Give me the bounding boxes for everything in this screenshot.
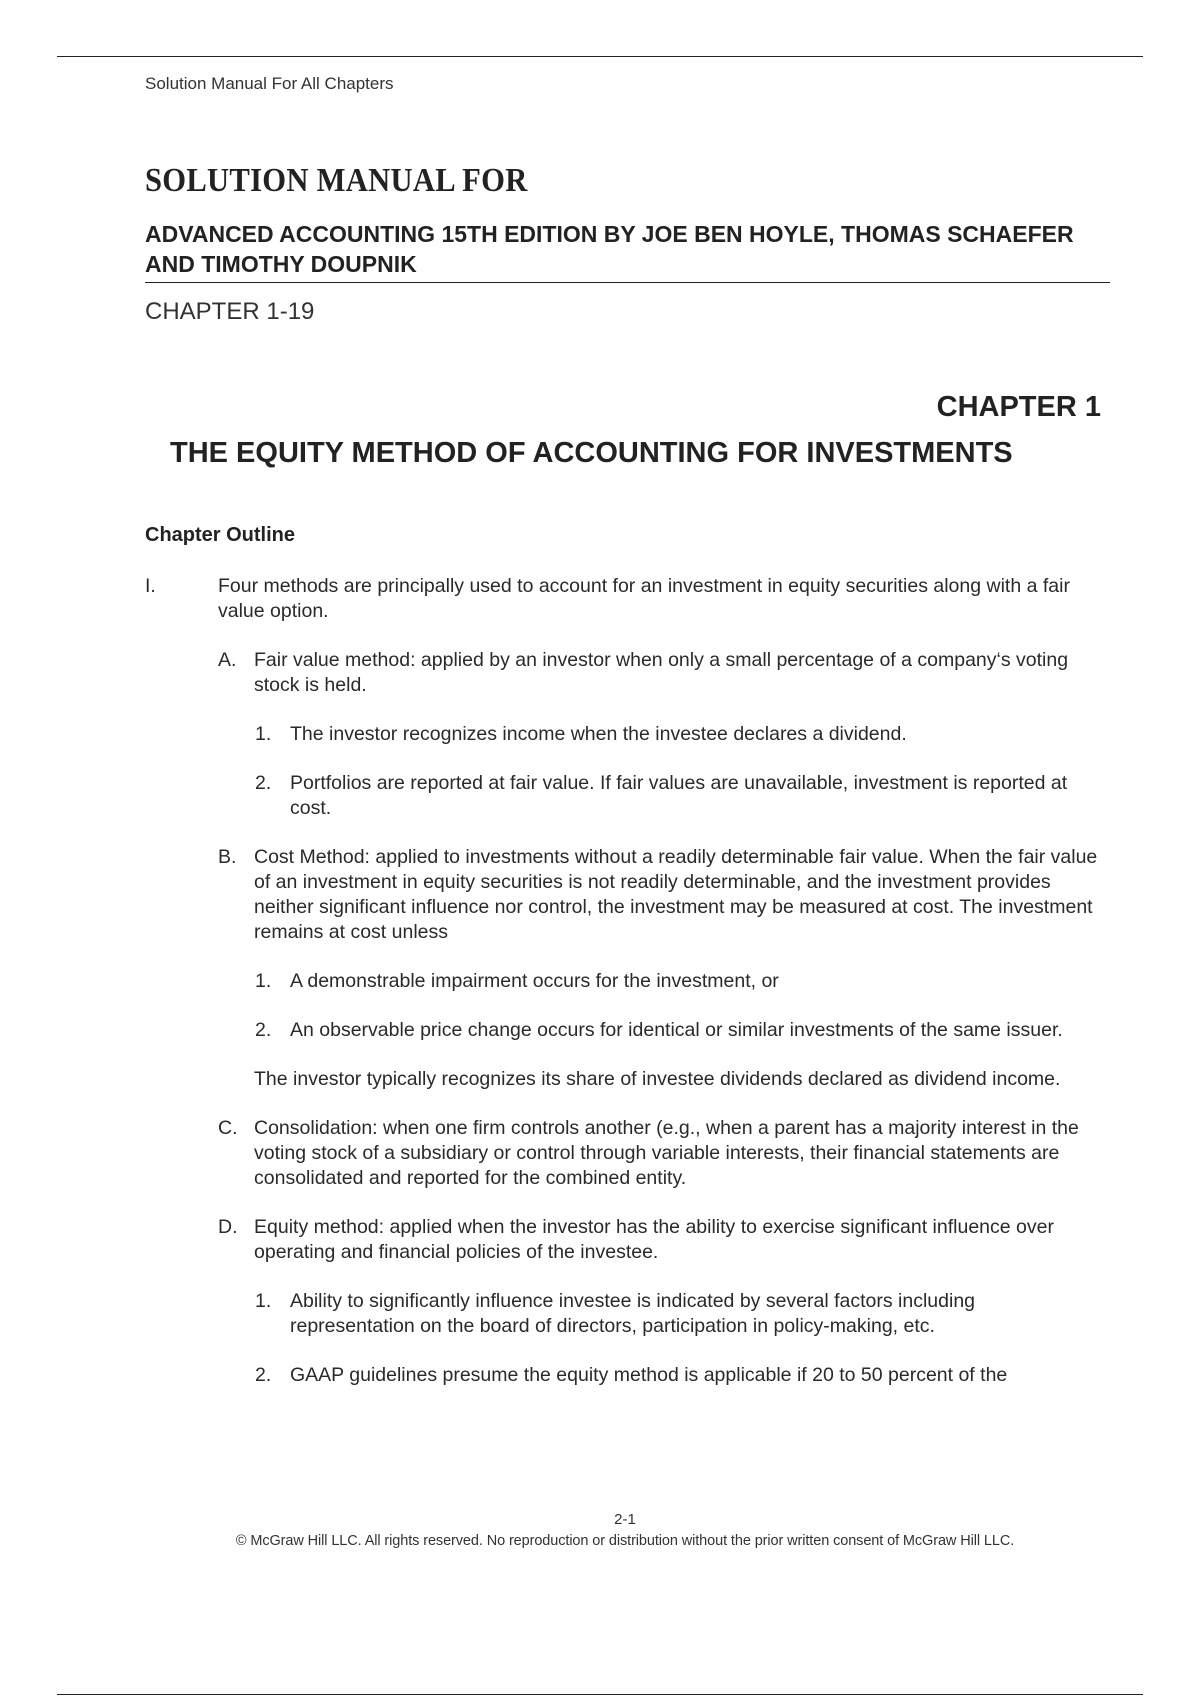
outline-item-a1 <box>145 722 1105 747</box>
chapter-title: THE EQUITY METHOD OF ACCOUNTING FOR INVESTMENTS <box>170 437 1013 469</box>
outline-text: The investor recognizes income when the investee declares a dividend. <box>290 723 907 745</box>
outline-text: GAAP guidelines presume the equity method is applicable if 20 to 50 percent of the <box>290 1364 1008 1386</box>
title-divider <box>145 282 1110 283</box>
outline-label: D. <box>218 1216 238 1238</box>
outline-label: 2. <box>255 1364 272 1386</box>
bottom-rule <box>57 1694 1143 1695</box>
page-number: 2-1 <box>614 1511 636 1528</box>
top-rule <box>57 56 1143 57</box>
outline-label: A. <box>218 649 237 671</box>
outline-label: I. <box>145 575 156 597</box>
outline-text: Equity method: applied when the investor has the ability to exercise significant influence over operating and financial policies of the investee. <box>254 1216 1054 1263</box>
header-note: Solution Manual For All Chapters <box>145 74 394 93</box>
outline-text: Consolidation: when one firm controls another (e.g., when a parent has a majority interest in the voting stock of a subsidiary or control through variable interests, their financial statements are consolidated and reported for the combined entity. <box>254 1117 1079 1189</box>
outline-item-b <box>145 845 1105 945</box>
outline-text: Fair value method: applied by an investor when only a small percentage of a company‘s voting stock is held. <box>254 649 1069 696</box>
outline-label: B. <box>218 846 237 868</box>
outline-item-d <box>145 1215 1105 1265</box>
outline-item-b2 <box>145 1018 1105 1043</box>
outline-text: A demonstrable impairment occurs for the investment, or <box>290 970 779 992</box>
outline-item-a <box>145 648 1105 698</box>
outline-text: The investor typically recognizes its share of investee dividends declared as dividend income. <box>254 1068 1061 1090</box>
outline-label: 2. <box>255 1019 272 1041</box>
outline-heading: Chapter Outline <box>145 524 296 546</box>
outline-item-d1 <box>145 1289 1105 1339</box>
outline-label: 1. <box>255 1290 272 1312</box>
outline-item-d2 <box>145 1363 1105 1388</box>
outline-text: Four methods are principally used to account for an investment in equity securities along with a fair value option. <box>218 575 1070 622</box>
copyright-notice: © McGraw Hill LLC. All rights reserved. No reproduction or distribution without the prior written consent of McGraw Hill LLC. <box>235 1533 1015 1549</box>
outline-item-a2 <box>145 771 1105 821</box>
outline-label: 2. <box>255 772 272 794</box>
chapter-outline <box>145 574 1105 1412</box>
outline-text: Portfolios are reported at fair value. If fair values are unavailable, investment is reported at cost. <box>290 772 1068 819</box>
outline-label: 1. <box>255 970 272 992</box>
outline-item-b1 <box>145 969 1105 994</box>
document-title: SOLUTION MANUAL FOR <box>145 162 528 199</box>
outline-item-c <box>145 1116 1105 1191</box>
outline-label: C. <box>218 1117 238 1139</box>
chapter-number: CHAPTER 1 <box>936 391 1101 423</box>
outline-text: Cost Method: applied to investments without a readily determinable fair value. When the fair value of an investment in equity securities is not readily determinable, and the investment provides neither significant influence nor control, the investment may be measured at cost. The investment remains at cost unless <box>254 846 1098 943</box>
outline-label: 1. <box>255 723 272 745</box>
outline-note-b <box>145 1067 1105 1092</box>
document-subtitle: ADVANCED ACCOUNTING 15TH EDITION BY JOE BEN HOYLE, THOMAS SCHAEFER AND TIMOTHY DOUPNIK <box>145 221 1074 277</box>
outline-item-i <box>145 574 1105 624</box>
chapter-range: CHAPTER 1-19 <box>145 298 315 325</box>
outline-text: Ability to significantly influence investee is indicated by several factors including representation on the board of directors, participation in policy-making, etc. <box>290 1290 976 1337</box>
outline-text: An observable price change occurs for identical or similar investments of the same issuer. <box>290 1019 1063 1041</box>
